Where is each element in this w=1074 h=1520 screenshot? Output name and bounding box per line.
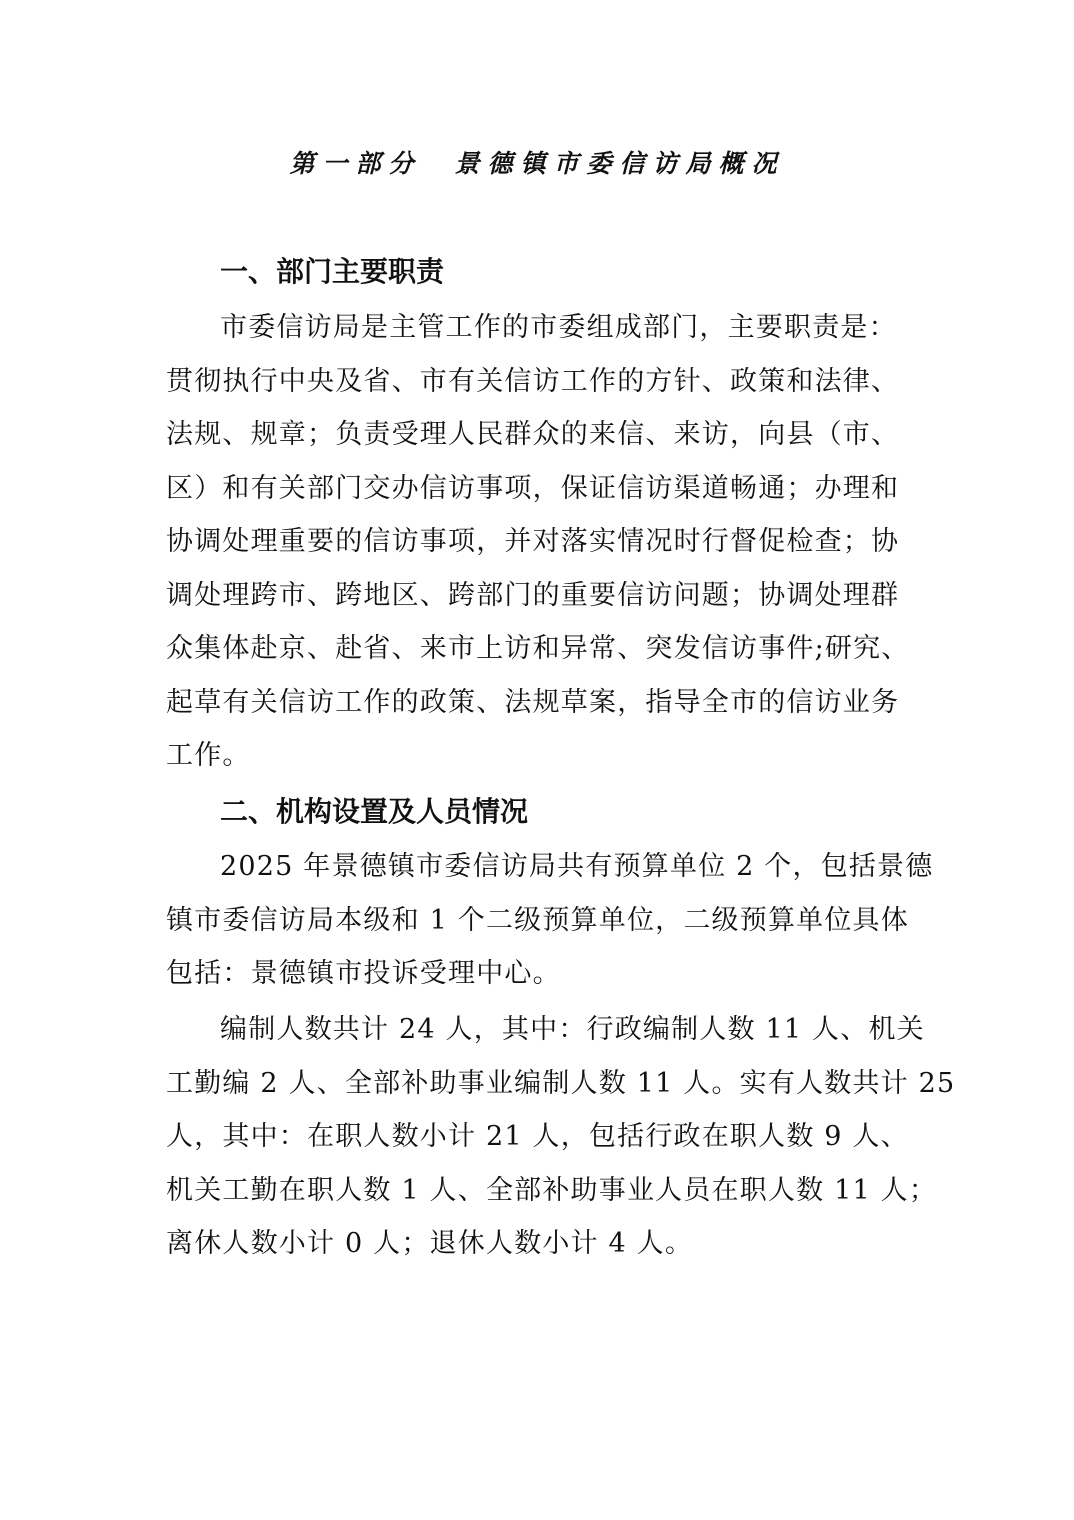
section-heading-organization: 二、机构设置及人员情况 <box>220 795 529 828</box>
paragraph-line: 市委信访局是主管工作的市委组成部门，主要职责是： <box>220 312 897 343</box>
paragraph-line: 机关工勤在职人数 1 人、全部补助事业人员在职人数 11 人； <box>166 1174 938 1206</box>
paragraph-line: 协调处理重要的信访事项，并对落实情况时行督促检查；协 <box>166 526 900 557</box>
paragraph-line: 离休人数小计 0 人；退休人数小计 4 人。 <box>166 1228 694 1259</box>
paragraph-staffing <box>166 1003 956 1271</box>
paragraph-line: 人，其中：在职人数小计 21 人，包括行政在职人数 9 人、 <box>166 1121 909 1152</box>
paragraph-line: 工作。 <box>166 740 251 771</box>
paragraph-line: 镇市委信访局本级和 1 个二级预算单位，二级预算单位具体 <box>166 904 909 936</box>
paragraph-duties <box>166 301 926 783</box>
paragraph-line: 法规、规章；负责受理人民群众的来信、来访，向县（市、 <box>166 419 900 450</box>
paragraph-line: 众集体赴京、赴省、来市上访和异常、突发信访事件;研究、 <box>166 633 910 664</box>
section-heading-duties: 一、部门主要职责 <box>220 255 445 288</box>
paragraph-line: 工勤编 2 人、全部补助事业编制人数 11 人。实有人数共计 25 <box>166 1067 956 1099</box>
paragraph-line: 调处理跨市、跨地区、跨部门的重要信访问题；协调处理群 <box>166 579 900 611</box>
paragraph-line: 区）和有关部门交办信访事项，保证信访渠道畅通；办理和 <box>166 472 900 504</box>
paragraph-budget-units <box>166 840 934 1001</box>
document-title: 第一部分 景德镇市委信访局概况 <box>289 149 785 178</box>
paragraph-line: 编制人数共计 24 人，其中：行政编制人数 11 人、机关 <box>220 1014 925 1045</box>
paragraph-line: 2025 年景德镇市委信访局共有预算单位 2 个，包括景德 <box>220 851 934 882</box>
paragraph-line: 起草有关信访工作的政策、法规草案，指导全市的信访业务 <box>166 686 900 718</box>
paragraph-line: 包括：景德镇市投诉受理中心。 <box>166 958 561 989</box>
paragraph-line: 贯彻执行中央及省、市有关信访工作的方针、政策和法律、 <box>166 365 900 397</box>
